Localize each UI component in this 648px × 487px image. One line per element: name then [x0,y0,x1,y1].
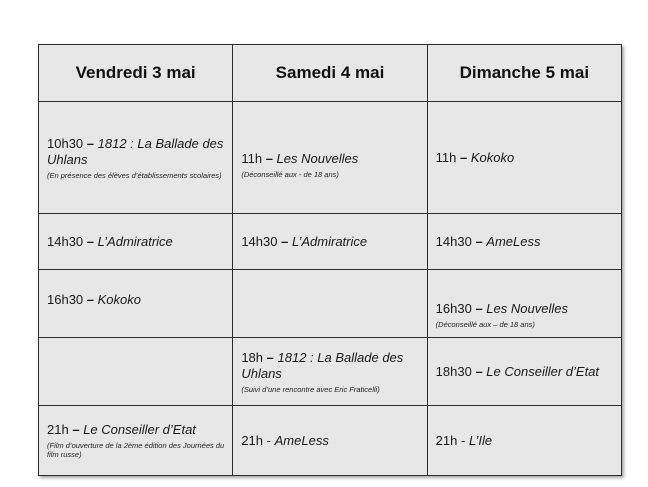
event [241,350,418,382]
event-separator: – [475,301,483,316]
event-cell [39,270,233,338]
table-row [39,406,622,476]
event-title: Le Conseiller d’Etat [83,422,196,437]
event [436,234,613,250]
event-title: 1812 : La Ballade des Uhlans [241,349,404,381]
event-cell [39,102,233,214]
event-time: 14h30 [47,233,84,249]
event-note: (Film d’ouverture de la 2ème édition des Journées du film russe) [47,441,225,459]
event-separator: – [72,422,80,437]
header-day: Samedi 4 mai [233,45,427,102]
event-note: (Suivi d’une rencontre avec Eric Fraticelli) [241,384,380,394]
event-title: L’Ile [468,432,493,448]
event-separator: - [460,432,466,448]
event-time: 18h30 [435,363,472,379]
event-cell [427,214,621,270]
event-note: (En présence des élèves d’établissements scolaires) [47,170,222,180]
event-time: 16h30 [435,301,472,316]
event-time: 14h30 [241,233,278,249]
event-cell [427,270,621,338]
header-day: Dimanche 5 mai [427,45,621,102]
event-title: AmeLess [274,432,329,448]
event-title: Kokoko [97,292,142,307]
event-separator: – [475,363,483,379]
empty-cell [233,270,427,338]
empty-cell [39,338,233,406]
event-separator: – [86,233,95,249]
table-row [39,338,622,406]
event [436,364,613,380]
header-row [39,45,622,102]
event-cell [427,406,621,476]
event [47,292,224,308]
event-title: AmeLess [486,233,541,249]
event-title: L’Admiratrice [291,233,368,249]
event-separator: – [266,349,274,365]
event [47,136,224,168]
event [436,150,613,166]
table-row [39,270,622,338]
event [47,422,224,438]
event [241,234,418,250]
event-separator: – [86,135,95,151]
event-time: 11h [435,149,457,165]
event-cell [233,102,427,214]
event-cell [427,102,621,214]
event-note: (Déconseillé aux – de 18 ans) [435,320,535,329]
event-time: 21h [47,422,69,437]
event [241,433,418,449]
event-cell [233,214,427,270]
event-title: 1812 : La Ballade des Uhlans [47,135,224,167]
event-separator: - [266,432,271,448]
header-day: Vendredi 3 mai [39,45,233,102]
program-table [38,44,622,476]
event [436,433,613,449]
event-cell [39,214,233,270]
event-separator: – [86,292,95,307]
event-time: 21h [435,432,458,448]
event-time: 21h [241,432,264,448]
event-title: Les Nouvelles [486,301,568,316]
event-time: 18h [241,349,264,365]
event-time: 10h30 [47,135,84,151]
event-separator: – [460,149,468,165]
table-row [39,214,622,270]
event-time: 14h30 [435,233,472,249]
event-separator: – [265,150,273,166]
event-separator: – [475,233,483,249]
event-separator: – [281,233,289,249]
event-note: (Déconseillé aux - de 18 ans) [241,169,339,179]
table-row [39,102,622,214]
event [241,151,418,167]
event-time: 11h [241,150,263,166]
event-cell [233,406,427,476]
event-time: 16h30 [47,292,84,307]
event-cell [427,338,621,406]
event [436,301,613,317]
event-title: Les Nouvelles [276,150,359,166]
event-cell [39,406,233,476]
event [47,234,224,250]
event-title: Kokoko [470,149,515,165]
event-title: Le Conseiller d’Etat [486,363,600,379]
event-title: L’Admiratrice [97,233,173,249]
event-cell [233,338,427,406]
